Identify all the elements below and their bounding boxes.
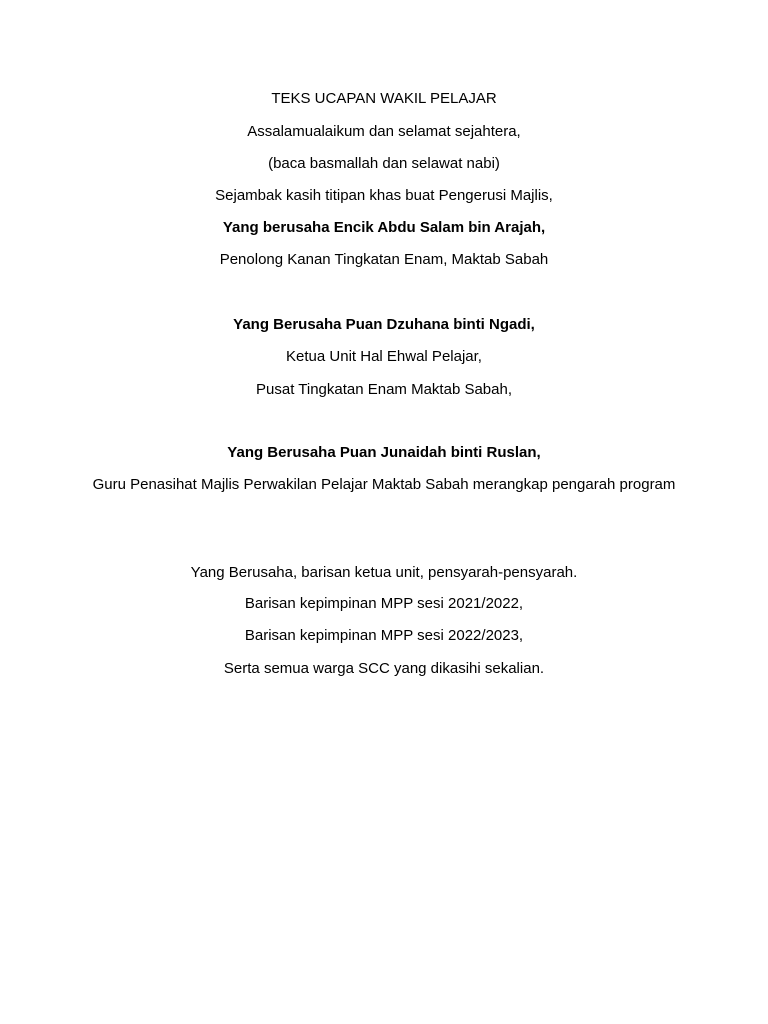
- chair-name-line: Yang berusaha Encik Abdu Salam bin Arajah,: [222, 219, 546, 236]
- dzuhana-org-line: Pusat Tingkatan Enam Maktab Sabah,: [256, 381, 512, 398]
- mpp-2022-line: Barisan kepimpinan MPP sesi 2022/2023,: [244, 627, 524, 644]
- closing-line: Serta semua warga SCC yang dikasihi sekalian.: [223, 660, 545, 677]
- dzuhana-name-line: Yang Berusaha Puan Dzuhana binti Ngadi,: [233, 316, 535, 333]
- junaidah-role-line: Guru Penasihat Majlis Perwakilan Pelajar Maktab Sabah merangkap pengarah program: [92, 476, 676, 493]
- greeting-line: Assalamualaikum dan selamat sejahtera,: [247, 123, 521, 140]
- dzuhana-role-line: Ketua Unit Hal Ehwal Pelajar,: [286, 348, 482, 365]
- intro-line: Sejambak kasih titipan khas buat Pengerusi Majlis,: [215, 187, 553, 204]
- lecturers-line: Yang Berusaha, barisan ketua unit, pensyarah-pensyarah.: [190, 564, 578, 581]
- chair-role-line: Penolong Kanan Tingkatan Enam, Maktab Sabah: [219, 251, 549, 268]
- junaidah-name-line: Yang Berusaha Puan Junaidah binti Ruslan,: [227, 444, 541, 461]
- document-title: TEKS UCAPAN WAKIL PELAJAR: [271, 90, 497, 107]
- mpp-2021-line: Barisan kepimpinan MPP sesi 2021/2022,: [244, 595, 524, 612]
- basmallah-line: (baca basmallah dan selawat nabi): [268, 155, 500, 172]
